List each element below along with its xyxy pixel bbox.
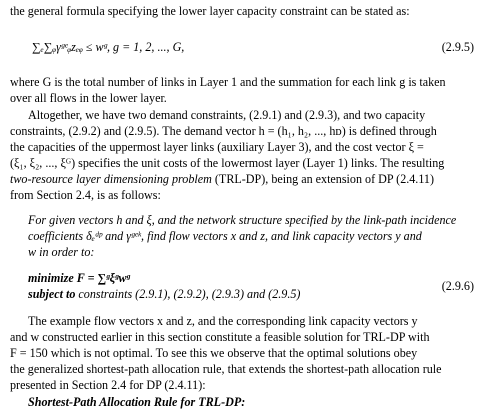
- text-line: [10, 172, 480, 188]
- objective-expression: F = ∑ᵍξᵍwᵍ: [73, 271, 130, 285]
- equation-formula: ∑ₑ∑ᵩγᵍᵉᵩzₑᵩ ≤ wᵍ, g = 1, 2, ..., G,: [32, 40, 185, 54]
- text-line: over all flows in the lower layer.: [10, 91, 167, 105]
- equation-number: (2.9.5): [441, 40, 474, 54]
- text-line: from Section 2.4, is as follows:: [10, 188, 161, 202]
- text-line: the capacities of the uppermost layer links (auxiliary Layer 3), and the cost vector ξ =: [10, 140, 424, 154]
- text-line: (ξ₁, ξ₂, ..., ξᴳ) specifies the unit costs of the lowermost layer (Layer 1) links. The resulting: [10, 156, 445, 170]
- text-line: constraints, (2.9.2) and (2.9.5). The demand vector h = (h₁, h₂, ..., hᴅ) is defined through: [10, 124, 437, 138]
- equation-number: (2.9.6): [441, 279, 474, 293]
- equation-2-9-5: [32, 40, 472, 56]
- text-line: the general formula specifying the lower layer capacity constraint can be stated as:: [10, 4, 410, 18]
- problem-name: two-resource layer dimensioning problem: [10, 172, 212, 186]
- problem-statement-line: For given vectors h and ξ, and the network structure specified by the link-path incidence: [28, 213, 457, 227]
- text-line: presented in Section 2.4 for DP (2.4.11):: [10, 378, 206, 392]
- constraints-text: constraints (2.9.1), (2.9.2), (2.9.3) and (2.9.5): [75, 287, 301, 301]
- objective-line: [28, 271, 130, 287]
- problem-statement-line: w in order to:: [28, 245, 95, 259]
- text-line: F = 150 which is not optimal. To see this we observe that the optimal solutions obey: [10, 346, 418, 360]
- text-line: and w constructed earlier in this section constitute a feasible solution for TRL-DP with: [10, 330, 430, 344]
- text-line: where G is the total number of links in Layer 1 and the summation for each link g is taken: [10, 75, 446, 89]
- constraints-line: [28, 287, 300, 303]
- rule-heading: Shortest-Path Allocation Rule for TRL-DP:: [28, 395, 246, 409]
- minimize-keyword: minimize: [28, 271, 74, 285]
- problem-name-rest: (TRL-DP), being an extension of DP (2.4.11): [211, 172, 435, 186]
- subject-to-keyword: subject to: [28, 287, 76, 301]
- text-line: The example flow vectors x and z, and the corresponding link capacity vectors y: [28, 314, 418, 328]
- text-line: Altogether, we have two demand constraints, (2.9.1) and (2.9.3), and two capacity: [28, 108, 426, 122]
- text-line: the generalized shortest-path allocation rule, that extends the shortest-path allocation rule: [10, 362, 442, 376]
- problem-statement-line: coefficients δₑᵈᵖ and γᵍᵉᵏ, find flow vectors x and z, and link capacity vectors y and: [28, 229, 422, 243]
